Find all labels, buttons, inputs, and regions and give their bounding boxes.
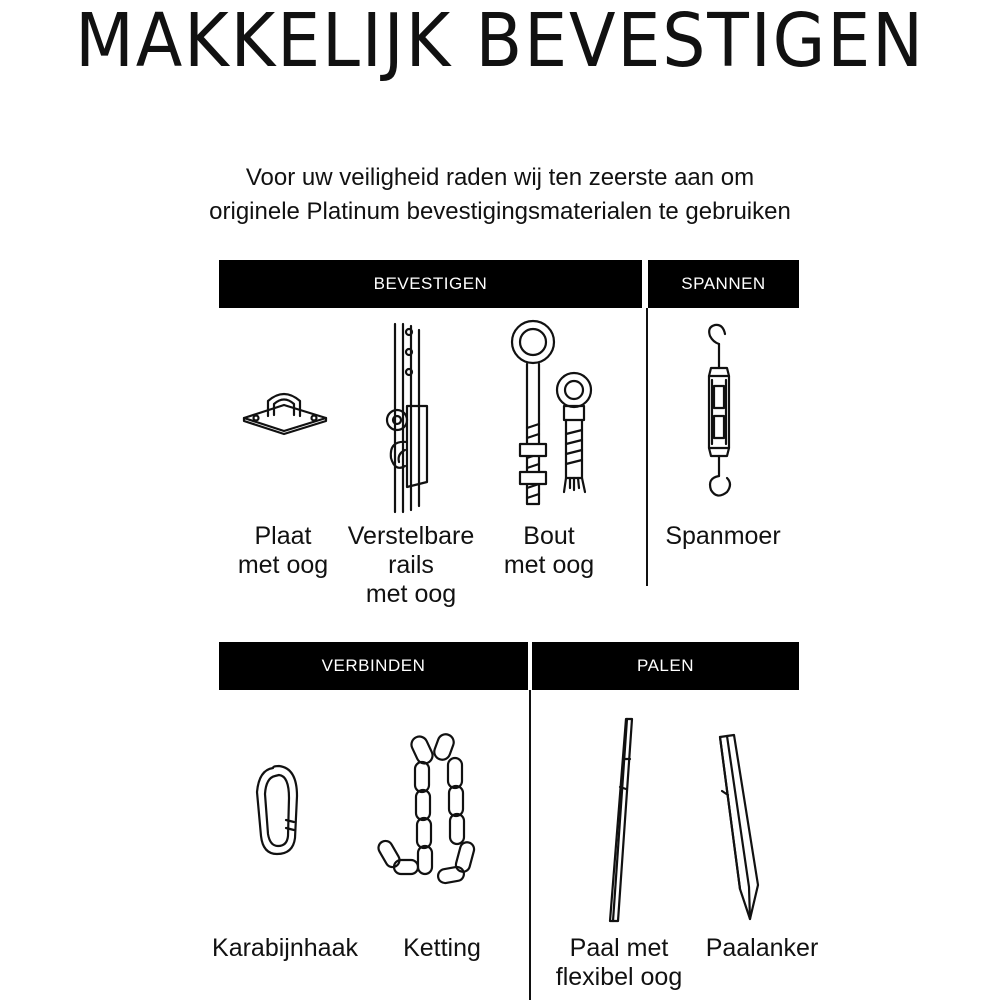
item-label-spanmoer	[652, 522, 794, 551]
label-line: Spanmoer	[665, 522, 781, 550]
section-divider	[646, 308, 648, 586]
label-line: Bout	[523, 522, 575, 550]
section-label: VERBINDEN	[321, 656, 426, 675]
section-divider	[529, 690, 531, 1000]
eye-bolt-large-icon	[508, 318, 558, 508]
ground-anchor-icon	[710, 733, 770, 923]
section-header-verbinden	[219, 642, 528, 690]
section-header-spannen	[648, 260, 799, 308]
chain-icon	[378, 728, 490, 890]
section-header-palen	[532, 642, 799, 690]
turnbuckle-icon	[697, 320, 743, 500]
carabiner-icon	[251, 762, 303, 858]
eye-plate-icon	[240, 385, 330, 435]
section-label: PALEN	[637, 656, 694, 675]
label-line: met oog	[237, 551, 329, 579]
label-line: Ketting	[403, 934, 481, 962]
item-label-plaat	[224, 522, 342, 580]
pole-icon	[600, 715, 640, 925]
label-line: Verstelbare	[347, 522, 475, 550]
label-line: rails	[388, 551, 434, 579]
adjustable-rail-icon	[383, 322, 433, 514]
intro-line-2: originele Platinum bevestigingsmaterialen te gebruiken	[209, 198, 791, 225]
item-label-ketting	[384, 934, 500, 963]
item-label-rails	[336, 522, 486, 609]
eye-bolt-small-icon	[552, 370, 598, 495]
section-header-bevestigen	[219, 260, 642, 308]
section-label: BEVESTIGEN	[373, 274, 488, 293]
item-label-karabijnhaak	[196, 934, 374, 963]
section-label: SPANNEN	[681, 274, 766, 293]
item-label-paalanker	[690, 934, 834, 963]
item-label-paal	[540, 934, 698, 992]
intro-line-1: Voor uw veiligheid raden wij ten zeerste aan om	[245, 164, 755, 191]
label-line: met oog	[503, 551, 595, 579]
label-line: Karabijnhaak	[212, 934, 358, 962]
label-line: flexibel oog	[555, 963, 683, 991]
page-title: MAKKELIJK BEVESTIGEN	[75, 0, 925, 84]
label-line: Paal met	[569, 934, 669, 962]
label-line: Plaat	[254, 522, 312, 550]
label-line: met oog	[365, 580, 457, 608]
item-label-bout	[490, 522, 608, 580]
label-line: Paalanker	[705, 934, 819, 962]
